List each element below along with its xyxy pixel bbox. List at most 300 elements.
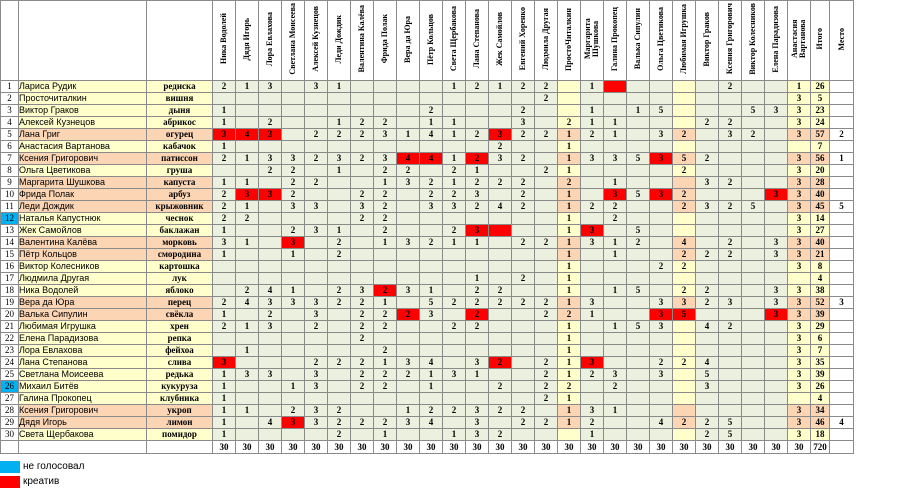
vote-cell (719, 357, 742, 369)
vote-cell (512, 93, 535, 105)
table-row (1, 273, 854, 285)
vote-cell: 1 (604, 321, 627, 333)
vote-cell: 3 (397, 177, 420, 189)
vote-cell (627, 249, 650, 261)
vote-cell (696, 165, 719, 177)
vote-cell: 2 (213, 81, 236, 93)
vote-cell: 1 (443, 429, 466, 441)
voter-name: Валька Сипулин (633, 8, 642, 70)
participant-name: Жек Самойлов (19, 225, 147, 237)
vote-cell (305, 273, 328, 285)
vote-cell: 1 (374, 177, 397, 189)
vote-cell (236, 333, 259, 345)
vote-cell: 1 (558, 141, 581, 153)
vote-cell (374, 393, 397, 405)
vote-cell: 2 (213, 201, 236, 213)
vote-cell: 2 (420, 105, 443, 117)
table-row (1, 201, 854, 213)
vote-cell: 2 (466, 297, 489, 309)
vote-cell (305, 165, 328, 177)
vote-cell: 3 (650, 369, 673, 381)
vote-cell (259, 357, 282, 369)
vote-cell: 1 (328, 81, 351, 93)
vote-cell: 2 (673, 165, 696, 177)
vote-cell (466, 213, 489, 225)
vote-cell: 2 (535, 357, 558, 369)
vote-cell (236, 417, 259, 429)
vote-cell (282, 345, 305, 357)
vote-cell: 2 (535, 393, 558, 405)
voter-name: Лана Степанова (472, 9, 481, 69)
vote-cell: 1 (282, 285, 305, 297)
place-cell (830, 261, 854, 273)
place-cell (830, 81, 854, 93)
vote-cell (535, 261, 558, 273)
vote-cell: 2 (282, 405, 305, 417)
vote-cell (765, 177, 788, 189)
vote-cell: 3 (788, 177, 811, 189)
vote-cell (696, 225, 719, 237)
vote-cell: 4 (420, 417, 443, 429)
vote-cell: 3 (788, 309, 811, 321)
voter-name: Жек Самойлов (495, 11, 504, 66)
vote-cell (696, 273, 719, 285)
vote-cell (374, 261, 397, 273)
item-name: смородина (147, 249, 213, 261)
vote-cell: 3 (213, 237, 236, 249)
table-row (1, 333, 854, 345)
vote-cell: 2 (466, 81, 489, 93)
vote-cell (236, 393, 259, 405)
vote-cell (650, 177, 673, 189)
voter-name: Елена Парадизова (771, 5, 780, 73)
vote-cell (719, 345, 742, 357)
voter-name: ПростоЧиталкин (564, 7, 573, 71)
vote-cell (466, 249, 489, 261)
vote-cell: 1 (604, 237, 627, 249)
vote-cell (282, 81, 305, 93)
vote-cell: 2 (351, 189, 374, 201)
vote-cell: 3 (581, 297, 604, 309)
vote-cell: 3 (259, 81, 282, 93)
vote-cell (328, 345, 351, 357)
vote-cell (719, 405, 742, 417)
vote-cell (581, 165, 604, 177)
vote-cell (259, 345, 282, 357)
vote-cell (673, 429, 696, 441)
vote-cell: 1 (581, 105, 604, 117)
item-name: перец (147, 297, 213, 309)
vote-cell (719, 309, 742, 321)
vote-cell (604, 81, 627, 93)
vote-cell (512, 285, 535, 297)
vote-cell: 2 (259, 117, 282, 129)
corner-cell (1, 1, 19, 81)
vote-cell: 2 (512, 297, 535, 309)
vote-cell (719, 225, 742, 237)
vote-cell: 2 (374, 309, 397, 321)
vote-cell: 3 (719, 129, 742, 141)
red-swatch (0, 476, 20, 488)
vote-cell: 2 (259, 309, 282, 321)
vote-cell (328, 141, 351, 153)
vote-cell (489, 225, 512, 237)
total-cell: 18 (811, 429, 830, 441)
vote-cell: 4 (696, 357, 719, 369)
vote-cell (673, 117, 696, 129)
vote-cell: 3 (788, 345, 811, 357)
vote-cell (650, 249, 673, 261)
total-cell: 7 (811, 141, 830, 153)
vote-cell (351, 177, 374, 189)
vote-cell (282, 309, 305, 321)
vote-cell: 1 (558, 201, 581, 213)
vote-cell: 2 (696, 429, 719, 441)
vote-cell: 1 (558, 189, 581, 201)
vote-cell (765, 117, 788, 129)
vote-cell: 2 (351, 417, 374, 429)
vote-cell (351, 165, 374, 177)
vote-cell: 3 (489, 129, 512, 141)
row-number: 14 (1, 237, 19, 249)
vote-cell: 2 (213, 297, 236, 309)
total-label: Итого (815, 28, 824, 50)
total-cell: 20 (811, 165, 830, 177)
vote-cell: 2 (489, 357, 512, 369)
vote-cell (627, 141, 650, 153)
vote-cell (696, 345, 719, 357)
vote-cell (581, 393, 604, 405)
vote-cell (535, 141, 558, 153)
vote-cell: 3 (581, 405, 604, 417)
vote-cell: 2 (489, 141, 512, 153)
vote-cell (650, 333, 673, 345)
vote-cell (305, 189, 328, 201)
vote-cell (466, 333, 489, 345)
vote-cell: 3 (282, 201, 305, 213)
table-row (1, 117, 854, 129)
vote-cell (742, 117, 765, 129)
vote-cell (489, 333, 512, 345)
vote-cell: 3 (604, 369, 627, 381)
vote-cell (466, 117, 489, 129)
vote-cell: 2 (213, 153, 236, 165)
row-number: 3 (1, 105, 19, 117)
vote-cell (765, 93, 788, 105)
vote-cell (512, 309, 535, 321)
vote-cell (512, 393, 535, 405)
vote-cell: 2 (466, 201, 489, 213)
vote-cell (489, 417, 512, 429)
vote-cell (397, 213, 420, 225)
vote-cell (489, 237, 512, 249)
vote-cell: 1 (213, 177, 236, 189)
table-row (1, 249, 854, 261)
vote-cell (466, 393, 489, 405)
column-total: 30 (466, 441, 489, 454)
vote-cell (696, 213, 719, 225)
vote-cell (443, 273, 466, 285)
vote-cell: 3 (788, 297, 811, 309)
table-row (1, 429, 854, 441)
vote-cell (765, 165, 788, 177)
vote-cell: 2 (650, 357, 673, 369)
vote-cell: 3 (443, 369, 466, 381)
vote-cell (351, 237, 374, 249)
vote-cell: 1 (581, 429, 604, 441)
place-cell (830, 309, 854, 321)
vote-cell (397, 321, 420, 333)
vote-cell: 1 (213, 105, 236, 117)
vote-cell: 1 (328, 225, 351, 237)
vote-cell (236, 165, 259, 177)
vote-cell: 1 (558, 165, 581, 177)
vote-cell: 3 (259, 129, 282, 141)
vote-cell: 1 (236, 177, 259, 189)
vote-cell (535, 321, 558, 333)
vote-cell (282, 273, 305, 285)
participant-name: Валентина Калёва (19, 237, 147, 249)
vote-cell: 2 (604, 201, 627, 213)
participant-name: Валька Сипулин (19, 309, 147, 321)
vote-cell: 5 (627, 285, 650, 297)
vote-cell (259, 177, 282, 189)
vote-cell (765, 81, 788, 93)
table-row (1, 393, 854, 405)
vote-cell: 2 (696, 285, 719, 297)
vote-cell (374, 81, 397, 93)
vote-cell (213, 285, 236, 297)
participant-name: Ксения Григорович (19, 153, 147, 165)
vote-cell (627, 309, 650, 321)
table-row (1, 189, 854, 201)
vote-cell: 2 (259, 165, 282, 177)
vote-cell (443, 357, 466, 369)
vote-cell: 3 (351, 285, 374, 297)
vote-cell: 2 (696, 153, 719, 165)
vote-cell (489, 93, 512, 105)
vote-cell: 3 (489, 153, 512, 165)
vote-cell: 1 (581, 81, 604, 93)
vote-cell: 2 (351, 153, 374, 165)
vote-cell (765, 393, 788, 405)
participant-name: Света Щербакова (19, 429, 147, 441)
vote-cell: 2 (351, 309, 374, 321)
voter-header (328, 1, 351, 81)
voter-header (259, 1, 282, 81)
vote-cell (420, 321, 443, 333)
vote-cell (627, 177, 650, 189)
vote-cell: 5 (719, 417, 742, 429)
item-name: абрикос (147, 117, 213, 129)
vote-cell (765, 429, 788, 441)
vote-cell (696, 129, 719, 141)
row-number: 13 (1, 225, 19, 237)
vote-cell: 2 (213, 189, 236, 201)
vote-cell (259, 405, 282, 417)
vote-cell: 2 (374, 381, 397, 393)
vote-cell: 2 (305, 153, 328, 165)
vote-cell (397, 249, 420, 261)
vote-cell (420, 429, 443, 441)
vote-cell (719, 165, 742, 177)
vote-cell: 5 (627, 189, 650, 201)
vote-cell (328, 273, 351, 285)
vote-cell (282, 369, 305, 381)
place-cell (830, 165, 854, 177)
vote-cell: 1 (443, 237, 466, 249)
vote-cell (627, 93, 650, 105)
vote-cell (535, 153, 558, 165)
vote-cell (305, 117, 328, 129)
participant-name: Людмила Другая (19, 273, 147, 285)
vote-cell: 3 (650, 189, 673, 201)
header-row (1, 1, 854, 81)
vote-cell (397, 333, 420, 345)
vote-cell (719, 153, 742, 165)
vote-cell (282, 333, 305, 345)
vote-cell: 1 (558, 261, 581, 273)
column-total: 30 (443, 441, 466, 454)
vote-cell: 2 (213, 321, 236, 333)
vote-cell: 2 (535, 129, 558, 141)
table-row (1, 237, 854, 249)
vote-cell: 1 (397, 405, 420, 417)
vote-cell (650, 93, 673, 105)
vote-cell: 2 (374, 189, 397, 201)
vote-cell (673, 393, 696, 405)
vote-cell (581, 213, 604, 225)
vote-cell (443, 141, 466, 153)
vote-cell (627, 417, 650, 429)
vote-cell (742, 213, 765, 225)
vote-cell (443, 309, 466, 321)
vote-cell (604, 417, 627, 429)
vote-cell: 3 (788, 357, 811, 369)
voter-name: Маргарита Шушкова (583, 18, 600, 60)
vote-cell: 2 (673, 249, 696, 261)
vote-cell: 1 (213, 309, 236, 321)
vote-cell (466, 141, 489, 153)
vote-cell (374, 93, 397, 105)
blue-swatch (0, 461, 20, 473)
vote-cell (512, 345, 535, 357)
vote-cell (604, 309, 627, 321)
vote-cell (765, 201, 788, 213)
vote-cell (374, 333, 397, 345)
row-number: 30 (1, 429, 19, 441)
vote-cell: 2 (627, 237, 650, 249)
vote-cell (581, 285, 604, 297)
vote-cell: 1 (397, 129, 420, 141)
vote-cell: 2 (305, 129, 328, 141)
vote-cell (742, 81, 765, 93)
item-name: кукуруза (147, 381, 213, 393)
vote-cell (650, 345, 673, 357)
legend (0, 459, 84, 489)
vote-cell (719, 261, 742, 273)
vote-cell: 2 (213, 213, 236, 225)
vote-cell: 1 (558, 405, 581, 417)
vote-cell: 5 (719, 429, 742, 441)
vote-cell: 2 (489, 285, 512, 297)
vote-cell (627, 81, 650, 93)
vote-cell: 3 (466, 189, 489, 201)
vote-cell (236, 105, 259, 117)
vote-cell (627, 261, 650, 273)
vote-cell: 1 (213, 369, 236, 381)
table-row (1, 357, 854, 369)
item-name: вишня (147, 93, 213, 105)
vote-cell (604, 165, 627, 177)
corner-cell-item (147, 1, 213, 81)
column-total: 30 (489, 441, 512, 454)
vote-cell: 3 (397, 417, 420, 429)
vote-cell (282, 357, 305, 369)
vote-cell: 3 (788, 93, 811, 105)
item-name: фейхоа (147, 345, 213, 357)
vote-cell (328, 201, 351, 213)
vote-cell: 2 (535, 165, 558, 177)
table-row (1, 321, 854, 333)
total-cell: 27 (811, 225, 830, 237)
vote-cell: 1 (374, 237, 397, 249)
vote-cell (627, 357, 650, 369)
place-cell (830, 105, 854, 117)
total-cell: 40 (811, 237, 830, 249)
vote-cell: 3 (788, 285, 811, 297)
vote-cell: 2 (420, 405, 443, 417)
vote-cell (259, 261, 282, 273)
row-number: 27 (1, 393, 19, 405)
vote-cell (374, 273, 397, 285)
vote-cell (581, 261, 604, 273)
vote-cell (535, 225, 558, 237)
vote-cell: 1 (236, 237, 259, 249)
vote-cell (305, 333, 328, 345)
total-cell: 29 (811, 321, 830, 333)
vote-cell (443, 249, 466, 261)
vote-cell: 2 (305, 177, 328, 189)
vote-cell (719, 213, 742, 225)
vote-cell (328, 213, 351, 225)
voter-name: Анастасия Вартанова (790, 19, 807, 59)
vote-cell (719, 285, 742, 297)
vote-cell (673, 141, 696, 153)
vote-cell: 2 (512, 417, 535, 429)
vote-cell: 1 (604, 285, 627, 297)
vote-cell (282, 93, 305, 105)
vote-cell: 2 (466, 285, 489, 297)
vote-cell (420, 345, 443, 357)
vote-cell: 2 (650, 261, 673, 273)
vote-cell (443, 333, 466, 345)
vote-cell: 2 (328, 285, 351, 297)
vote-cell: 2 (420, 189, 443, 201)
vote-cell: 1 (466, 237, 489, 249)
vote-cell (305, 345, 328, 357)
vote-cell: 3 (259, 321, 282, 333)
vote-cell (282, 117, 305, 129)
vote-cell: 2 (374, 369, 397, 381)
voter-name: Фрида Полак (380, 14, 389, 64)
vote-cell (742, 285, 765, 297)
vote-cell: 3 (236, 189, 259, 201)
total-cell: 39 (811, 309, 830, 321)
vote-cell (397, 225, 420, 237)
participant-name: Наталья Капустнюк (19, 213, 147, 225)
vote-cell: 2 (673, 129, 696, 141)
